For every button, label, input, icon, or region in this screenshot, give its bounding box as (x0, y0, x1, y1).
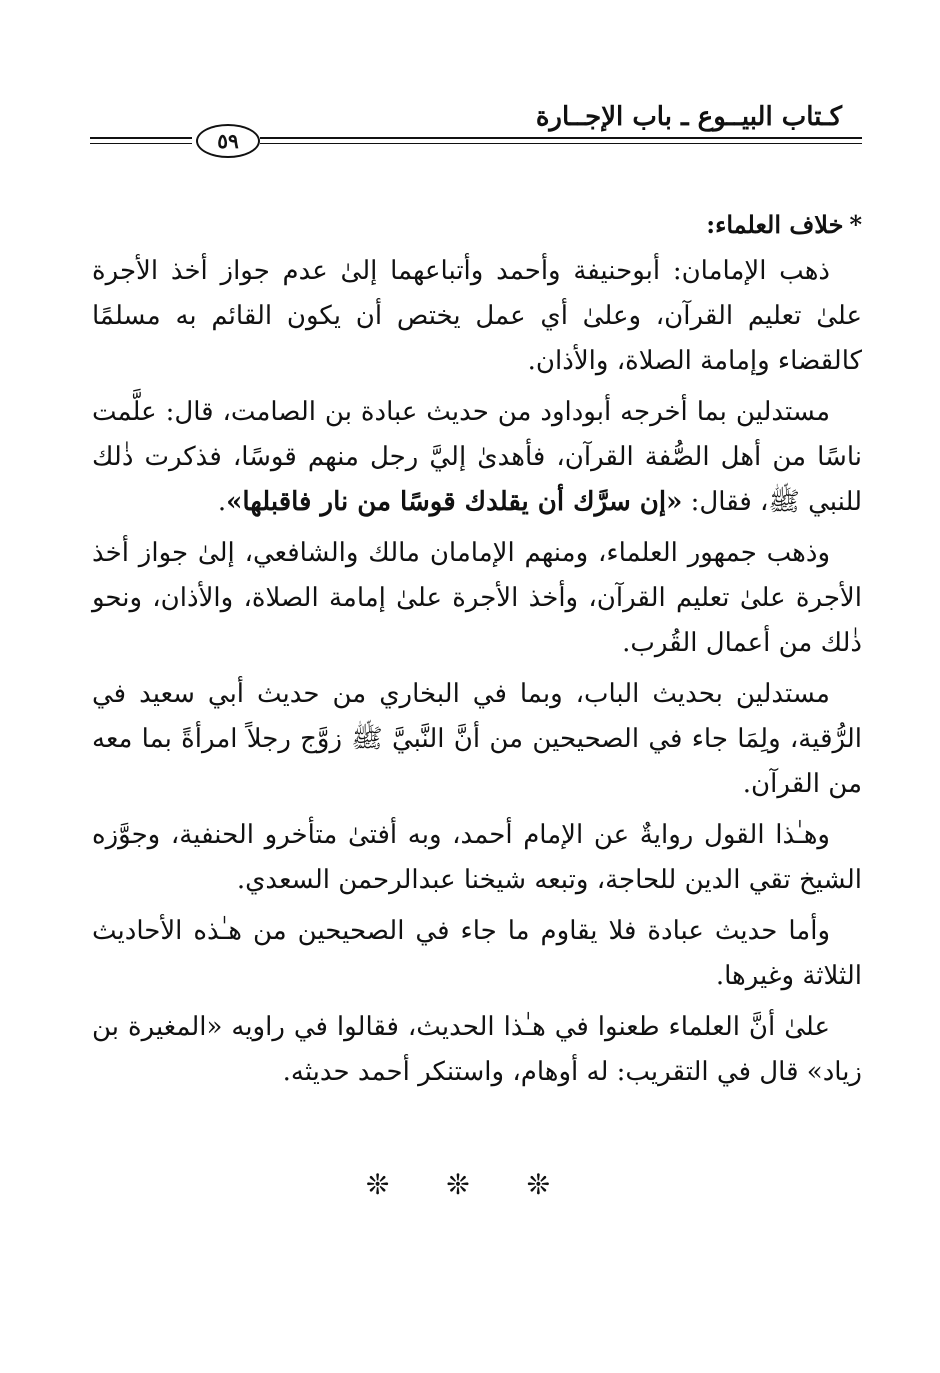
paragraph-text: وذهب جمهور العلماء، ومنهم الإمامان مالك والشافعي، إلىٰ جواز أخذ الأجرة علىٰ تعليم القرآن، وأخذ الأجرة علىٰ إمامة الصلاة، والأذان، ونحو ذٰلك من أعمال القُرب. (92, 538, 862, 658)
header-rule-right (260, 137, 862, 139)
section-heading (92, 205, 862, 245)
paragraph-text: وأما حديث عبادة فلا يقاوم ما جاء في الصحيحين من هـٰذه الأحاديث الثلاثة وغيرها. (92, 916, 862, 991)
paragraph-text: ذهب الإمامان: أبوحنيفة وأحمد وأتباعهما إلىٰ عدم جواز أخذ الأجرة علىٰ تعليم القرآن، وعلىٰ أي عمل يختص أن يكون القائم به مسلمًا كالقضاء وإمامة الصلاة، والأذان. (92, 256, 862, 376)
paragraph (92, 1005, 862, 1095)
paragraph-text: مستدلين بحديث الباب، وبما في البخاري من حديث أبي سعيد في الرُّقية، ولِمَا جاء في الصحيحين من أنَّ النَّبيَّ ﷺ زوَّج رجلاً امرأةً بما معه من القرآن. (92, 679, 862, 799)
paragraph (92, 531, 862, 666)
running-title: كـتاب البيــوع ـ باب الإجــارة (535, 102, 842, 132)
paragraph-text: علىٰ أنَّ العلماء طعنوا في هـٰذا الحديث، فقالوا في راويه «المغيرة بن زياد» قال في التقريب: له أوهام، واستنكر أحمد حديثه. (92, 1012, 862, 1087)
star-icon: * (849, 210, 862, 239)
paragraph-tail: . (217, 487, 227, 517)
hadith-quote: «إن سرَّك أن يقلدك قوسًا من نار فاقبلها» (226, 487, 683, 517)
paragraph-text: وهـٰذا القول روايةٌ عن الإمام أحمد، وبه أفتىٰ متأخرو الحنفية، وجوَّزه الشيخ تقي الدين للحاجة، وتبعه شيخنا عبدالرحمن السعدي. (92, 820, 862, 895)
section-separator: ❊ ❊ ❊ (365, 1168, 575, 1201)
page-header (90, 100, 862, 170)
page-number: ٥٩ (196, 124, 260, 158)
paragraph (92, 390, 862, 525)
paragraph (92, 672, 862, 807)
paragraph (92, 813, 862, 903)
paragraph (92, 249, 862, 384)
section-heading-text: خلاف العلماء: (706, 210, 844, 239)
header-rule-left (90, 137, 192, 139)
paragraph-text: مستدلين بما أخرجه أبوداود من حديث عبادة بن الصامت، قال: علَّمت ناسًا من أهل الصُّفة القرآن، فأهدىٰ إليَّ رجل منهم قوسًا، فذكرت ذٰلك للنبي ﷺ، فقال: (92, 397, 862, 517)
paragraph (92, 909, 862, 999)
page-body (92, 205, 862, 1101)
